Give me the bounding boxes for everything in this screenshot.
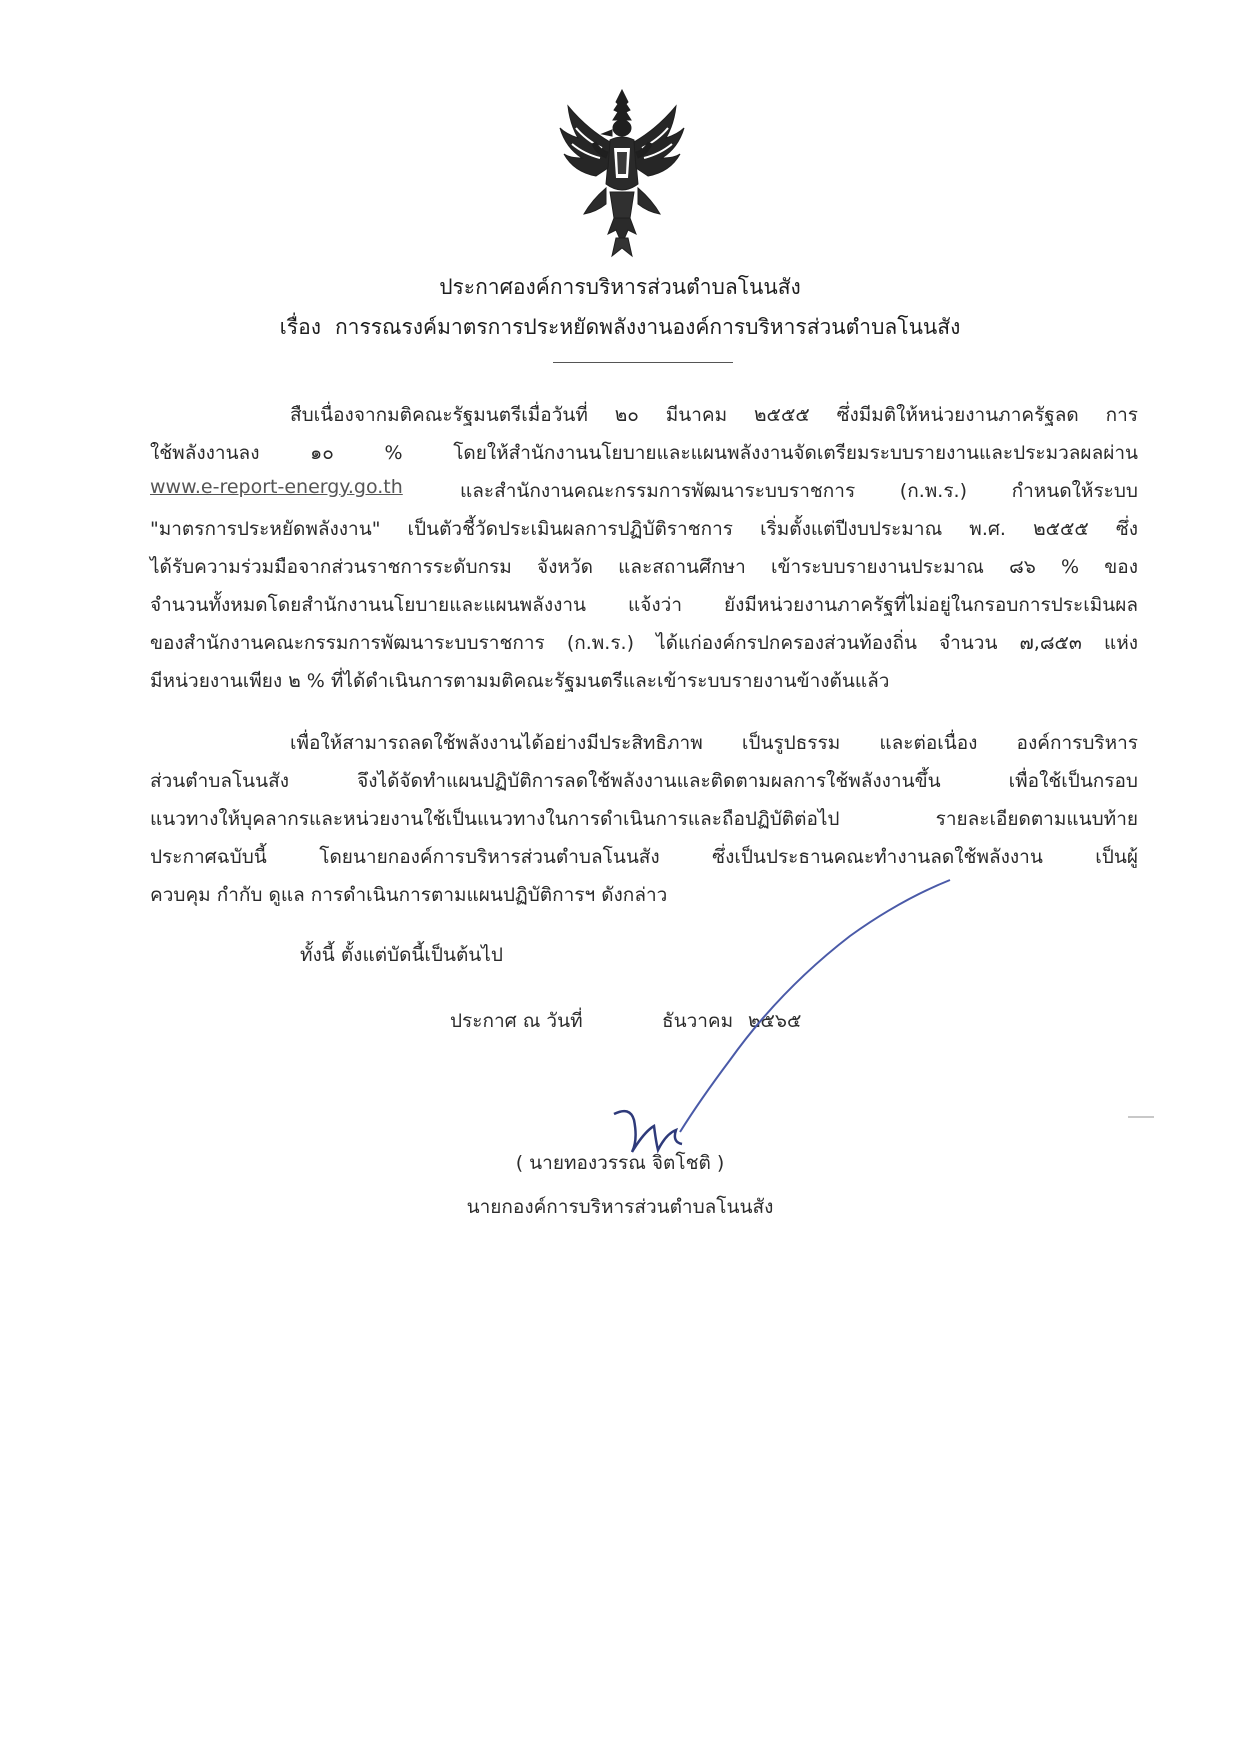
handwritten-signature [600, 870, 960, 1160]
date-label: ประกาศ ณ วันที่ [450, 1010, 583, 1032]
paragraph-line: ของสำนักงานคณะกรรมการพัฒนาระบบราชการ (ก.พ.ร.) ได้แก่องค์กรปกครองส่วนท้องถิ่น จำนวน ๗,๘๕๓ แห่ง [150, 632, 1138, 654]
announcement-subject [0, 312, 1240, 342]
paragraph-line: ได้รับความร่วมมือจากส่วนราชการระดับกรม จังหวัด และสถานศึกษา เข้าระบบรายงานประมาณ ๘๖ % ของ [150, 556, 1138, 578]
paragraph-line: และสำนักงานคณะกรรมการพัฒนาระบบราชการ (ก.พ.ร.) กำหนดให้ระบบ [460, 480, 1138, 502]
date-month: ธันวาคม [662, 1010, 734, 1032]
energy-report-link[interactable] [150, 476, 403, 498]
paragraph-line: สืบเนื่องจากมติคณะรัฐมนตรีเมื่อวันที่ ๒๐ มีนาคม ๒๕๕๕ ซึ่งมีมติให้หน่วยงานภาครัฐลด การ [290, 404, 1138, 426]
title-divider [553, 362, 733, 363]
garuda-emblem-icon [556, 88, 688, 258]
signer-position: นายกองค์การบริหารส่วนตำบลโนนสัง [466, 1196, 774, 1218]
scan-mark [1128, 1116, 1154, 1118]
paragraph-line: จำนวนทั้งหมดโดยสำนักงานนโยบายและแผนพลังงาน แจ้งว่า ยังมีหน่วยงานภาครัฐที่ไม่อยู่ในกรอบการประเมินผล [150, 594, 1138, 616]
signer-name: ( นายทองวรรณ จิตโชติ ) [515, 1152, 725, 1174]
paragraph-line: ประกาศฉบับนี้ โดยนายกองค์การบริหารส่วนตำบลโนนสัง ซึ่งเป็นประธานคณะทำงานลดใช้พลังงาน เป็นผู้ [150, 846, 1138, 868]
subject-label: เรื่อง [279, 315, 321, 339]
paragraph-line: มีหน่วยงานเพียง ๒ % ที่ได้ดำเนินการตามมติคณะรัฐมนตรีและเข้าระบบรายงานข้างต้นแล้ว [150, 670, 890, 692]
paragraph-line: แนวทางให้บุคลากรและหน่วยงานใช้เป็นแนวทางในการดำเนินการและถือปฏิบัติต่อไป รายละเอียดตามแนบท้าย [150, 808, 1138, 830]
paragraph-line: ควบคุม กำกับ ดูแล การดำเนินการตามแผนปฏิบัติการฯ ดังกล่าว [150, 884, 668, 906]
paragraph-line: ใช้พลังงานลง ๑๐ % โดยให้สำนักงานนโยบายและแผนพลังงานจัดเตรียมระบบรายงานและประมวลผลผ่าน [150, 442, 1138, 464]
closing-statement: ทั้งนี้ ตั้งแต่บัดนี้เป็นต้นไป [300, 944, 503, 966]
paragraph-line: เพื่อให้สามารถลดใช้พลังงานได้อย่างมีประสิทธิภาพ เป็นรูปธรรม และต่อเนื่อง องค์การบริหาร [290, 732, 1138, 754]
paragraph-line: ส่วนตำบลโนนสัง จึงได้จัดทำแผนปฏิบัติการลดใช้พลังงานและติดตามผลการใช้พลังงานขึ้น เพื่อใช้เป็นกรอบ [150, 770, 1138, 792]
paragraph-line: "มาตรการประหยัดพลังงาน" เป็นตัวชี้วัดประเมินผลการปฏิบัติราชการ เริ่มตั้งแต่ปีงบประมาณ พ.ศ. ๒๕๕๕ ซึ่ง [150, 518, 1138, 540]
date-year: ๒๕๖๕ [748, 1010, 802, 1032]
link-text[interactable]: www.e-report-energy.go.th [150, 476, 403, 498]
announcement-title: ประกาศองค์การบริหารส่วนตำบลโนนสัง [439, 275, 801, 299]
subject-text: การรณรงค์มาตรการประหยัดพลังงานองค์การบริหารส่วนตำบลโนนสัง [334, 315, 961, 339]
